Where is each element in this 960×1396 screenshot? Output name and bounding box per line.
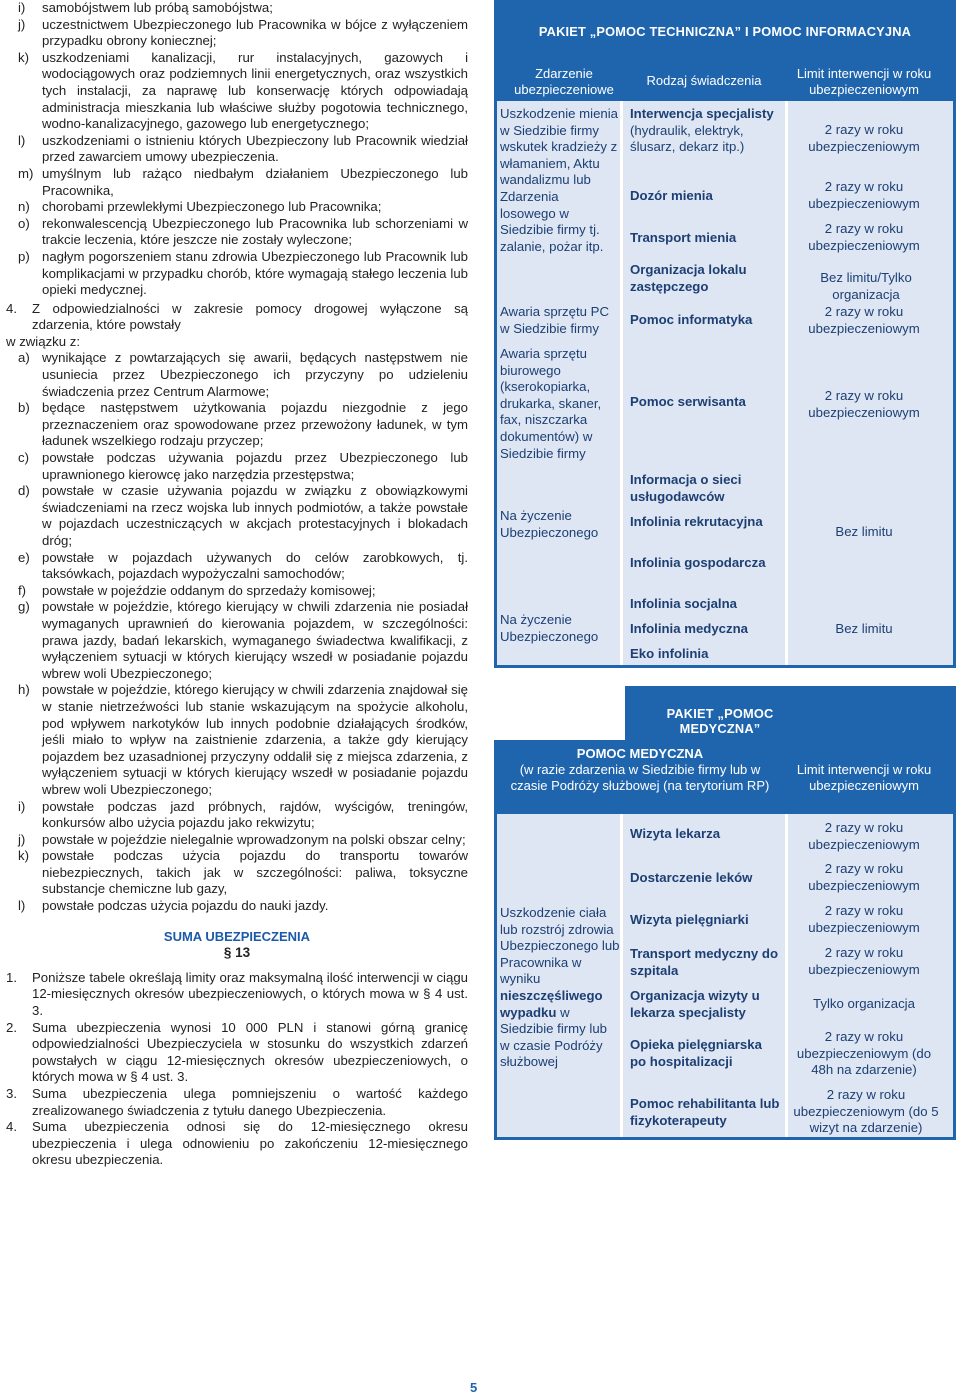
list-item-label: 1.: [6, 969, 17, 985]
list-item-label: g): [18, 599, 30, 615]
limit-property-guard: 2 razy w roku ubezpieczeniowym: [808, 179, 920, 211]
list-item-label: d): [18, 483, 30, 499]
service-rehabilitation: Pomoc rehabilitanta lub fizykoterapeuty: [630, 1096, 780, 1128]
list-item: [6, 1020, 468, 1086]
header-event: Zdarzenie ubezpieczeniowe: [514, 66, 614, 97]
section-paragraph: § 13: [223, 945, 251, 961]
limit-it-help: 2 razy w roku ubezpieczeniowym: [808, 304, 920, 336]
list-item-text: samobójstwem lub próbą samobójstwa;: [42, 0, 273, 15]
list-item: [6, 166, 468, 199]
list-item-text: powstałe w pojeździe, którego kierujący w chwili zdarzenia znajdował się w stanie nietrzeźwości lub stanie wskazującym na spożycie alkoholu, pod wpływem narkotyków lub innych podobnie działających środków, jeśli miało to wpływ na zaistnienie zdarzenia, a także gdy kierujący pojazdem bez uzasadnionej przyczyny oddalił się z miejsca zdarzenia, z wyłączeniem sytuacji w których kierujący wszedł w posiadanie pojazdu wbrew woli Ubezpieczonego;: [42, 682, 468, 797]
service-social-hotline: Infolinia socjalna: [630, 596, 737, 611]
list-item-label: h): [18, 682, 30, 698]
header-limit: Limit interwencji w roku ubezpieczeniowym: [796, 66, 932, 97]
service-eco-hotline: Eko infolinia: [630, 646, 709, 661]
list-item: [6, 17, 468, 50]
limit-medical-transport: 2 razy w roku ubezpieczeniowym: [808, 945, 920, 977]
limit-rehabilitation: 2 razy w roku ubezpieczeniowym (do 5 wizyt na zdarzenie): [793, 1087, 939, 1136]
list-item: [6, 848, 468, 898]
list-item: [6, 898, 468, 915]
list-item: [6, 400, 468, 450]
service-technician: Pomoc serwisanta: [630, 394, 746, 409]
medical-package-title-bar: [625, 686, 956, 740]
service-it-help: Pomoc informatyka: [630, 312, 753, 327]
list-item-text: powstałe w pojeździe oddanym do sprzedaży komisowej;: [42, 582, 376, 598]
event-office-equipment-failure: Awaria sprzętu biurowego (kserokopiarka, drukarka, skaner, fax, niszczarka dokumentów) w Siedzibie firmy: [500, 346, 602, 461]
list-item-text: umyślnym lub rażąco niedbałym działaniem Ubezpieczonego lub Pracownika,: [42, 165, 468, 198]
list-item-text: powstałe podczas użycia pojazdu do transportu towarów niebezpiecznych, takich jak w szczególności: paliwa, toksyczne substancje chemiczne lub gazy,: [42, 848, 468, 897]
list-item-text: uszkodzeniami o istnieniu których Ubezpieczony lub Pracownik wiedział przed zawarciem umowy ubezpieczenia.: [42, 132, 468, 165]
list-item-label: p): [18, 248, 30, 264]
list-item-label: m): [18, 165, 34, 181]
list-item-text: będące następstwem użytkowania pojazdu niezgodnie z jego przeznaczeniem oraz spowodowane przez przewożony ładunek, w tym ładunek wszelkiego rodzaju przyczep;: [42, 400, 468, 449]
limit-property-transport: 2 razy w roku ubezpieczeniowym: [808, 221, 920, 253]
list-item: [6, 483, 468, 549]
list-item-label: o): [18, 215, 30, 231]
service-nurse-visit: Wizyta pielęgniarki: [630, 912, 749, 927]
event-property-damage: Uszkodzenie mienia w Siedzibie firmy wskutek kradzieży z włamaniem, Aktu wandalizmu lub Zdarzenia losowego w Siedzibie firmy tj. zalanie, pożar itp.: [500, 106, 619, 254]
medical-package-table: [494, 740, 956, 1140]
medical-package-title: PAKIET „POMOC MEDYCZNA”: [666, 706, 774, 736]
limit-specialist-visit: Tylko organizacja: [813, 996, 915, 1011]
list-item: [6, 1086, 468, 1119]
list-item-label: i): [18, 0, 26, 15]
limit-post-hospital-care: 2 razy w roku ubezpieczeniowym (do 48h na zdarzenie): [796, 1029, 932, 1078]
service-property-transport: Transport mienia: [630, 230, 737, 245]
event-pc-failure: Awaria sprzętu PC w Siedzibie firmy: [500, 304, 609, 336]
page-number: 5: [470, 1380, 478, 1395]
list-item-text: powstałe w pojazdach używanych do celów zarobkowych, tj. taksówkach, pojazdach wypożyczalni samochodów;: [42, 549, 468, 582]
road-assistance-exclusions-list: [6, 350, 468, 914]
list-item: [6, 550, 468, 583]
list-item-text: rekonwalescencją Ubezpieczonego lub Pracownika lub schorzeniami w trakcie leczenia, które jeszcze nie zostały wyleczone;: [42, 215, 468, 248]
list-item: [6, 216, 468, 249]
list-item: [6, 50, 468, 133]
limit-doctor-visit: 2 razy w roku ubezpieczeniowym: [808, 820, 920, 852]
list-item-label: k): [18, 848, 29, 864]
list-item-text: Poniższe tabele określają limity oraz maksymalną ilość interwencji w ciągu 12-miesięcznych okresów ubezpieczeniowych, o których mowa w § 4 ust. 3.: [32, 969, 468, 1019]
list-item-text: powstałe w pojeździe nielegalnie wprowadzonym na polski obszar celny;: [42, 831, 466, 847]
service-doctor-visit: Wizyta lekarza: [630, 826, 721, 841]
list-item: [6, 350, 468, 400]
point-4-continuation: w związku z:: [6, 333, 81, 349]
list-item: [6, 599, 468, 682]
list-item: [6, 799, 468, 832]
list-item-text: powstałe w pojeździe, którego kierujący w chwili zdarzenia nie posiadał wymaganych uprawnień do kierowania pojazdem, w szczególności: prawa jazdy, badań lekarskich, wymaganego świadectwa kwalifikacji, z wyłączeniem sytuacji w których kierujący wszedł w posiadanie pojazdu wbrew woli Ubezpieczonego;: [42, 599, 468, 681]
limit-hotlines: Bez limitu: [835, 621, 893, 636]
list-item: [6, 583, 468, 600]
list-item-label: c): [18, 450, 29, 466]
list-item-text: powstałe podczas użycia pojazdu do nauki jazdy.: [42, 898, 329, 914]
point-4: 4. Z odpowiedzialności w zakresie pomocy drogowej wyłączone są zdarzenia, które powstały: [6, 300, 468, 333]
list-item-label: f): [18, 582, 27, 598]
event-on-request-2: Na życzenie Ubezpieczonego: [500, 612, 599, 644]
list-item-label: j): [18, 16, 26, 32]
left-column: [6, 0, 468, 1169]
list-item-text: uczestnictwem Ubezpieczonego lub Pracownika w bójce z wyłączeniem przypadku obrony koniecznej;: [42, 16, 468, 49]
limit-info-services: Bez limitu: [835, 524, 893, 539]
list-item-text: chorobami przewlekłymi Ubezpieczonego lub Pracownika;: [42, 199, 382, 215]
list-item-text: wynikające z powtarzających się awarii, będących następstwem nie usuniecia przez Ubezpieczonego ich przyczyny po udzieleniu świadczenia przez Centrum Alarmowe;: [42, 350, 468, 399]
list-item-label: e): [18, 549, 30, 565]
service-medicine-delivery: Dostarczenie leków: [630, 870, 753, 885]
sum-insured-points: [6, 970, 468, 1169]
list-item-label: i): [18, 798, 26, 814]
service-specialist-visit: Organizacja wizyty u lekarza specjalisty: [630, 988, 760, 1020]
limit-medicine-delivery: 2 razy w roku ubezpieczeniowym: [808, 861, 920, 893]
service-replacement-premises: Organizacja lokalu zastępczego: [630, 262, 747, 294]
list-item: [6, 832, 468, 849]
list-item-text: Suma ubezpieczenia wynosi 10 000 PLN i stanowi górną granicę odpowiedzialności Ubezpieczyciela w stosunku do wszystkich zdarzeń powstałych w ciągu 12-miesięcznych okresów ubezpieczeniowych, o których mowa w § 4 ust. 3.: [32, 1019, 468, 1085]
list-item-label: 2.: [6, 1019, 17, 1035]
service-specialist: Interwencja specjalisty (hydraulik, elektryk, ślusarz, dekarz itp.): [630, 106, 774, 155]
list-item-label: 4.: [6, 1119, 17, 1135]
list-item: [6, 1119, 468, 1169]
list-item-text: powstałe podczas jazd próbnych, rajdów, wyścigów, treningów, konkursów albo użycia pojazdu jako rekwizytu;: [42, 798, 468, 831]
service-business-hotline: Infolinia gospodarcza: [630, 555, 766, 570]
list-item-label: l): [18, 132, 26, 148]
medical-event: Uszkodzenie ciała lub rozstrój zdrowia Ubezpieczonego lub Pracownika w wyniku nieszczęśliwego wypadku w Siedzibie firmy lub w czasie Podróży służbowej: [500, 905, 620, 1070]
list-item-label: n): [18, 199, 30, 215]
list-item-text: Suma ubezpieczenia ulega pomniejszeniu o wartość każdego zrealizowanego świadczenia z tytułu danego Ubezpieczenia.: [32, 1086, 468, 1118]
list-item-label: j): [18, 831, 26, 847]
list-item-label: a): [18, 350, 30, 366]
list-item: [6, 682, 468, 798]
section-title: SUMA UBEZPIECZENIA: [163, 928, 311, 944]
limit-nurse-visit: 2 razy w roku ubezpieczeniowym: [808, 903, 920, 935]
limit-technician: 2 razy w roku ubezpieczeniowym: [808, 388, 920, 420]
list-item-label: k): [18, 49, 29, 65]
service-post-hospital-care: Opieka pielęgniarska po hospitalizacji: [630, 1037, 762, 1069]
tech-package-table: [494, 0, 956, 668]
list-item: [6, 450, 468, 483]
list-item: [6, 249, 468, 299]
list-item-text: uszkodzeniami kanalizacji, rur instalacyjnych, gazowych i wodociągowych oraz podziemnych linii energetycznych, oraz wszystkich tych instalacji, za naprawę lub konserwację których odpowiadają administracja mieszkania lub właściwe służby pogotowia technicznego, wodno-kanalizacyjnego, gazowego lub energetycznego;: [42, 49, 468, 132]
list-item-text: nagłym pogorszeniem stanu zdrowia Ubezpieczonego lub Pracownik lub komplikacjami w przypadku chorób, które wymagają stałego leczenia lub opieki medycznej.: [42, 248, 468, 298]
list-item-label: l): [18, 898, 26, 914]
list-item-label: 3.: [6, 1086, 17, 1101]
list-item: [6, 199, 468, 216]
service-medical-hotline: Infolinia medyczna: [630, 621, 748, 636]
list-item-text: Suma ubezpieczenia odnosi się do 12-miesięcznego okresu ubezpieczenia i ulega odnowieniu po zakończeniu 12-miesięcznego okresu ubezpieczenia.: [32, 1119, 468, 1168]
list-item-label: b): [18, 400, 30, 416]
tech-package-title: PAKIET „POMOC TECHNICZNA” I POMOC INFORMACYJNA: [538, 24, 912, 39]
medical-header-event: POMOC MEDYCZNA (w razie zdarzenia w Siedzibie firmy lub w czasie Podróży służbowej (na terytorium RP): [510, 746, 770, 793]
list-item: [6, 133, 468, 166]
event-on-request-1: Na życzenie Ubezpieczonego: [500, 508, 599, 540]
service-recruitment-hotline: Infolinia rekrutacyjna: [630, 514, 763, 529]
header-service: Rodzaj świadczenia: [646, 73, 762, 88]
service-medical-transport: Transport medyczny do szpitala: [630, 946, 779, 978]
list-item-text: powstałe podczas używania pojazdu przez Ubezpieczonego lub uprawnionego kierowcę jako narzędzia przestępstwa;: [42, 450, 468, 482]
service-provider-info: Informacja o sieci usługodawców: [630, 472, 742, 504]
exclusions-list: [6, 0, 468, 299]
list-item-text: powstałe w czasie używania pojazdu w związku z obowiązkowymi świadczeniami na rzecz wojska lub innych podmiotów, a także powstałe w pojazdach uczestniczących w akcjach protestacyjnych i blokadach dróg;: [42, 483, 468, 548]
limit-replacement-premises: Bez limitu/Tylko organizacja: [820, 270, 912, 302]
limit-specialist: 2 razy w roku ubezpieczeniowym: [808, 122, 920, 154]
medical-header-limit: Limit interwencji w roku ubezpieczeniowym: [796, 762, 932, 793]
service-property-guard: Dozór mienia: [630, 188, 713, 203]
list-item: [6, 0, 468, 17]
list-item: [6, 970, 468, 1020]
